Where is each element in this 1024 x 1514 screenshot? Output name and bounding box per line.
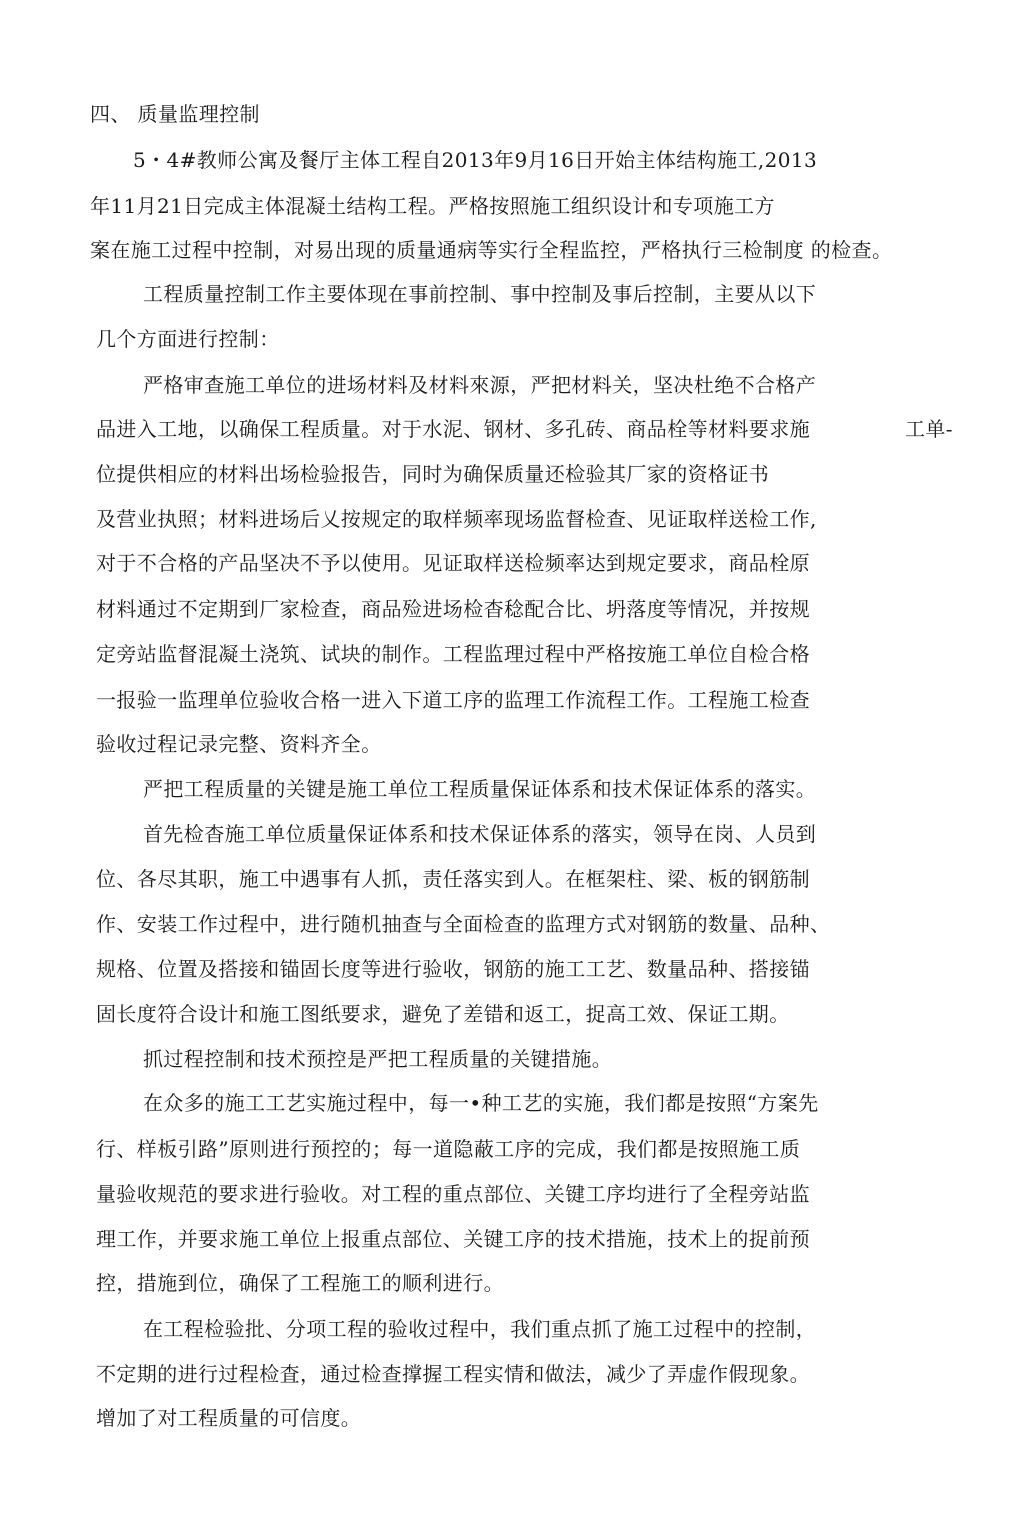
paragraph-line: 首先检杳施工单位质量保证体系和技术保证体系的落实，领导在岗、人员到 [143, 822, 817, 846]
paragraph-line: 案在施工过程中控制，对易出现的质量通病等实行全程监控，严格执行三检制度 的检查。 [90, 238, 893, 262]
paragraph-line: 一报验一监理单位验收合格一进入下道工序的监理工作流程工作。工程施工检查 [96, 688, 810, 712]
paragraph-line: 行、样板引路”原则进行预控的；每一道隐蔽工序的完成，我们都是按照施工质 [96, 1137, 801, 1161]
paragraph-line: 定旁站监督混凝土浇筑、试块的制作。工程监理过程中严格按施工单位自检合格 [96, 642, 810, 666]
paragraph-line: 几个方面进行控制： [96, 327, 280, 351]
section-heading: 四、 质量监理控制 [90, 102, 260, 126]
paragraph-line: 对于不合格的产品坚决不予以使用。见证取样送检频率达到规定要求，商品栓原 [96, 551, 810, 575]
paragraph-line: 抓过程控制和技术预控是严把工程质量的关键措施。 [143, 1047, 613, 1071]
paragraph-line: 及营业执照；材料进场后乂按规定的取样频率现场监督检查、见证取样送检工作, [96, 507, 817, 531]
paragraph-line: 固长度符合设计和施工图纸要求，避免了差错和返工，捉高工效、保证工期。 [96, 1002, 790, 1026]
paragraph-line: 材料通过不定期到厂家检查，商品殓进场检杳稔配合比、坍落度等情况，并按规 [96, 597, 810, 621]
paragraph-line: 严把工程质量的关键是施工单位工程质量保证体系和技术保证体系的落实。 [143, 777, 817, 801]
paragraph-line: 位提供相应的材料出场检验报告，同时为确保质量还检验其厂家的资格证书 [96, 462, 770, 486]
paragraph-line: 严格审查施工单位的进场材料及材料來源，严把材料关，坚决杜绝不合格产 [143, 373, 817, 397]
paragraph-line: 验收过程记录完整、资料齐全。 [96, 732, 382, 756]
paragraph-line: 控，措施到位，确保了工程施工的顺利进行。 [96, 1271, 504, 1295]
paragraph-line: 增加了对工程质量的可信度。 [96, 1406, 362, 1430]
paragraph-line: 作、安装工作过程中，进行随机抽查与全面检查的监理方式对钢筋的数量、品种、 [96, 912, 831, 936]
paragraph-line: 工程质量控制工作主要体现在事前控制、事中控制及事后控制，主要从以下 [143, 282, 817, 306]
paragraph-line: 年11月21日完成主体混凝土结构工程。严格按照施工组织设计和专项施工方 [90, 194, 775, 218]
paragraph-line: 在众多的施工工艺实施过程中，每一•种工艺的实施，我们都是按照“方案先 [143, 1091, 819, 1115]
paragraph-line: 规格、位置及搭接和锚固长度等进行验收，钢筋的施工工艺、数量品种、搭接锚 [96, 957, 810, 981]
paragraph-line: 理工作，并要求施工单位上报重点部位、关键工序的技术措施，技术上的捉前预 [96, 1227, 810, 1251]
paragraph-line: 不定期的进行过程检査，通过检查撑握工程实情和做法，减少了弄虚作假现象。 [96, 1362, 810, 1386]
paragraph-line: 在工程检验批、分项工程的验收过程中，我们重点抓了施工过程中的控制， [143, 1317, 817, 1341]
paragraph-line-fragment: 工单- [905, 417, 953, 441]
paragraph-line: 品进入工地，以确保工程质量。对于水泥、钢材、多孔砖、商品栓等材料要求施 [96, 417, 810, 441]
paragraph-line: 量验收规范的要求进行验收。对工程的重点部位、关键工序均进行了全程旁站监 [96, 1182, 810, 1206]
paragraph-line: 位、各尽其职，施工中遇事有人抓，责任落实到人。在框架柱、梁、板的钢筋制 [96, 867, 810, 891]
paragraph-line: 5・4#教师公寓及餐厅主体工程自2013年9月16日开始主体结构施工,2013 [133, 148, 818, 172]
